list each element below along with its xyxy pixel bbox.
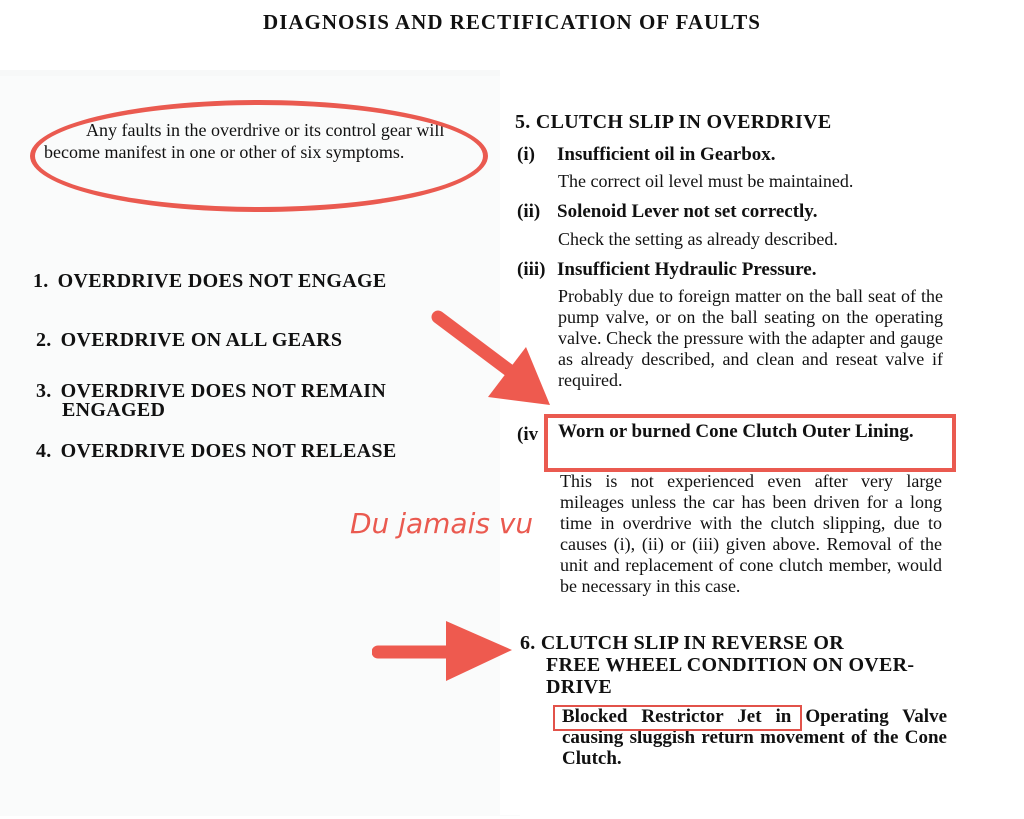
symptom-text: OVERDRIVE DOES NOT ENGAGE: [57, 270, 387, 292]
item-iii-body: Probably due to foreign matter on the ball seat of the pump valve, or on the ball seating on the operating valve. Check the pressure with the adapter and gauge as already described, and clean and reseat valve if required.: [558, 286, 943, 390]
arrow-right-icon: [372, 615, 522, 685]
section-6-heading-line: DRIVE: [546, 676, 612, 698]
item-number: (i): [517, 144, 535, 165]
section-6-heading-line: FREE WHEEL CONDITION ON OVER-: [546, 654, 915, 676]
section-6-body-text: in Operating Valve causing sluggish return movement of the Cone Clutch.: [562, 706, 947, 769]
symptom-1: [33, 270, 386, 293]
item-title: Solenoid Lever not set correctly.: [557, 201, 818, 222]
item-iv-title: Worn or burned Cone Clutch Outer Lining.: [558, 421, 914, 442]
symptom-number: 1.: [33, 270, 49, 292]
symptom-4: [36, 440, 396, 463]
highlight-box: [544, 414, 956, 472]
blocked-jet-label: Blocked Restrictor Jet: [562, 706, 762, 727]
item-i-body: The correct oil level must be maintained.: [558, 171, 854, 191]
page-title: DIAGNOSIS AND RECTIFICATION OF FAULTS: [263, 10, 761, 34]
item-title: Insufficient Hydraulic Pressure.: [557, 259, 817, 280]
item-iii-title: [517, 259, 817, 281]
symptom-text-continued: ENGAGED: [62, 399, 166, 421]
symptom-2: [36, 329, 342, 352]
symptom-number: 2.: [36, 329, 52, 351]
intro-paragraph: Any faults in the overdrive or its control gear will become manifest in one or other of six symptoms.: [44, 120, 445, 162]
item-iv-body: This is not experienced even after very large mileages unless the car has been driven for a long time in overdrive with the clutch slipping, due to causes (i), (ii) or (iii) given above. Removal of the unit and replacement of cone clutch member, would be necessary in this case.: [560, 471, 942, 596]
symptom-text: OVERDRIVE ON ALL GEARS: [60, 329, 343, 351]
highlight-box-small: [553, 705, 802, 731]
symptom-number: 3.: [36, 380, 52, 402]
handwritten-note: Du jamais vu: [350, 507, 534, 540]
symptom-text: OVERDRIVE DOES NOT RELEASE: [60, 440, 397, 462]
symptom-text: OVERDRIVE DOES NOT REMAIN: [60, 380, 387, 402]
section-5-heading: 5. CLUTCH SLIP IN OVERDRIVE: [515, 111, 832, 133]
item-number: (iv: [517, 424, 539, 445]
item-number: (ii): [517, 201, 541, 222]
highlight-ellipse: [30, 100, 488, 212]
section-6-heading-line: 6. CLUTCH SLIP IN REVERSE OR: [520, 632, 845, 654]
item-number: (iii): [517, 259, 546, 280]
symptom-number: 4.: [36, 440, 52, 462]
symptom-3: [36, 380, 428, 422]
item-title: Insufficient oil in Gearbox.: [557, 144, 776, 165]
item-ii-body: Check the setting as already described.: [558, 229, 838, 249]
item-i-title: [517, 144, 776, 166]
section-6-heading: [520, 632, 945, 698]
arrow-diagonal-icon: [430, 305, 570, 415]
item-ii-title: [517, 201, 818, 223]
